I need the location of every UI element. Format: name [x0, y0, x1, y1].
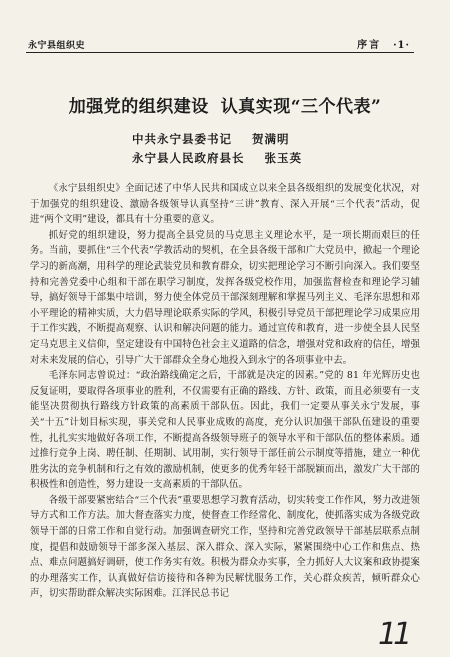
author-line-2 — [132, 150, 302, 166]
author-line-1 — [132, 131, 290, 147]
paragraph: 抓好党的组织建设，努力提高全县党员的马克思主义理论水平，是一项长期而艰巨的任务。当前，要抓住“三个代表”学教活动的契机，在全县各级干部和广大党员中，掀起一个理论学习的新高潮，用科学的理论武装党员和教育群众，切实把理论学习不断引向深入。我们要坚持和完善党委中心组和干部在职学习制度，发挥各级党校作用，加强监督检查和理论学习辅导，搞好领导干部集中培训，努力使全体党员干部深刻理解和掌握马列主义、毛泽东思想和邓小平理论的精神实质，大力倡导理论联系实际的学风，积极引导党员干部把理论学习成果应用于工作实践，不断提高观察、认识和解决问题的能力。通过宣传和教育，进一步使全县人民坚定马克思主义信仰，坚定建设有中国特色社会主义道路的信念，增强对党和政府的信任，增强对未来发展的信心，引导广大干部群众全身心地投入到永宁的各项事业中去。 — [30, 229, 420, 366]
author-role: 永宁县人民政府县长 — [132, 151, 245, 165]
running-head-section — [357, 36, 410, 51]
paragraph: 《永宁县组织史》全面记述了中华人民共和国成立以来全县各级组织的发展变化状况，对于加强党的组织建设、激励各级领导认真坚持“三讲”教育、深入开展“三个代表”活动，促进“两个文明”建设，都具有十分重要的意义。 — [30, 183, 420, 226]
running-head-book-title: 永宁县组织史 — [28, 41, 86, 51]
page-number: ·1· — [393, 40, 410, 51]
handwritten-page-mark: 11 — [378, 617, 409, 652]
author-name: 贺满明 — [252, 132, 290, 146]
paragraph: 各级干部要紧密结合“三个代表”重要思想学习教育活动，切实转变工作作风，努力改进领导方式和工作方法。加大督查落实力度，使督查工作经常化、制度化，使抓落实成为各级党政领导干部的日常工作和自觉行动。加强调查研究工作，坚持和完善党政领导干部基层联系点制度，提倡和鼓励领导干部多深入基层、深入群众、深入实际，紧紧围绕中心工作和焦点、热点、难点问题搞好调研，使工作务实有效。积极为群众办实事，全力抓好人大议案和政协提案的办理落实工作，认真做好信访接待和各种为民解忧服务工作，关心群众疾苦，倾听群众心声，切实帮助群众解决实际困难。江泽民总书记 — [30, 494, 420, 600]
article-title-part1: 加强党的组织建设 — [68, 97, 209, 117]
section-label: 序言 — [357, 40, 382, 51]
article-title — [0, 92, 450, 117]
author-role: 中共永宁县委书记 — [132, 132, 232, 146]
paragraph: 毛泽东同志曾说过：“政治路线确定之后，干部就是决定的因素。”党的 81 年光辉历史也反复证明，要取得各项事业的胜利，不仅需要有正确的路线、方针、政策，而且必须要有一支能坚决贯彻执行路线方针政策的高素质干部队伍。因此，我们一定要从事关永宁发展，事关“十五”计划目标实现，事关党和人民事业成败的高度，充分认识加强干部队伍建设的重要性，扎扎实实地做好各项工作，不断提高各级领导班子的领导水平和干部队伍的整体素质。通过推行竞争上岗、聘任制、任期制、试用制，实行领导干部任前公示制度等措施，建立一种优胜劣汰的竞争机制和行之有效的激励机制，使更多的优秀年轻干部脱颖而出，激发广大干部的积极性和创造性，努力建设一支高素质的干部队伍。 — [30, 370, 420, 491]
article-body — [30, 181, 420, 602]
author-name: 张玉英 — [264, 151, 302, 165]
header-rule — [26, 52, 414, 53]
article-title-part2: 认真实现“三个代表” — [220, 97, 382, 117]
